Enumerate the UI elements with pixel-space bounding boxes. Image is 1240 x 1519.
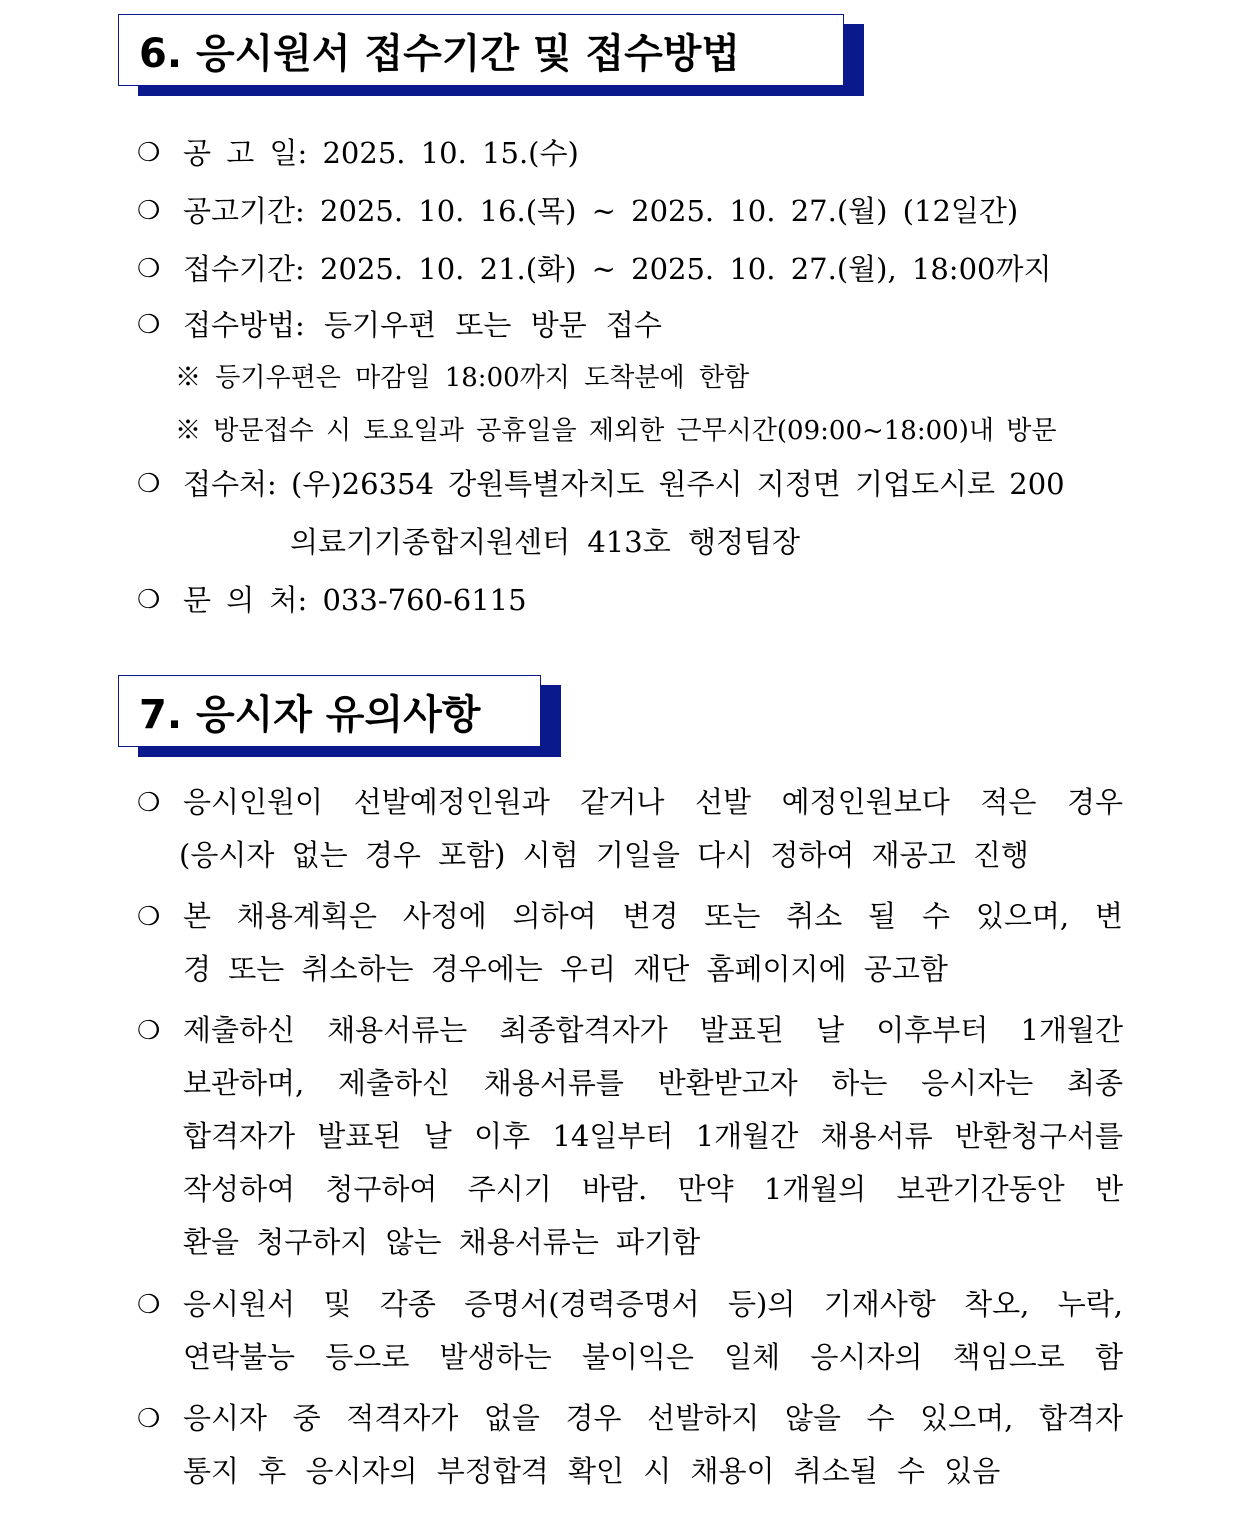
reception-method: 접수방법: 등기우편 또는 방문 접수 [183,308,662,342]
notice-line: 통지 후 응시자의 부정합격 확인 시 채용이 취소될 수 있음 [183,1454,1001,1488]
bullet-icon: ❍ [137,138,161,168]
bullet-icon: ❍ [137,788,161,818]
notice-line: 응시원서 및 각종 증명서(경력증명서 등)의 기재사항 착오, 누락, [183,1287,1123,1321]
bullet-icon: ❍ [137,1404,161,1434]
reception-period: 접수기간: 2025. 10. 21.(화) ~ 2025. 10. 27.(월), 18:00까지 [183,252,1052,286]
notice-line: 합격자가 발표된 날 이후 14일부터 1개월간 채용서류 반환청구서를 [183,1119,1123,1153]
notice-item [179,776,1123,882]
inquiry-phone: 문 의 처: 033-760-6115 [183,583,527,617]
notice-line: 응시자 중 적격자가 없을 경우 선발하지 않을 수 있으며, 합격자 [183,1401,1123,1435]
notice-line: 연락불능 등으로 발생하는 불이익은 일체 응시자의 책임으로 함 [183,1340,1123,1374]
notice-line: (응시자 없는 경우 포함) 시험 기일을 다시 정하여 재공고 진행 [179,838,1029,872]
section-7-header [118,675,541,747]
bullet-icon: ❍ [137,902,161,932]
reception-address-line1: 접수처: (우)26354 강원특별자치도 원주시 지정면 기업도시로 200 [183,467,1065,501]
notice-item [183,1392,1123,1498]
bullet-icon: ❍ [137,469,161,499]
notice-line: 환을 청구하지 않는 채용서류는 파기함 [183,1225,701,1259]
notice-line: 보관하며, 제출하신 채용서류를 반환받고자 하는 응시자는 최종 [183,1066,1123,1100]
announce-date: 공 고 일: 2025. 10. 15.(수) [183,136,579,170]
notice-item [183,1004,1123,1269]
notice-line: 응시인원이 선발예정인원과 같거나 선발 예정인원보다 적은 경우 [183,785,1123,819]
bullet-icon: ❍ [137,1016,161,1046]
section-7-title: 7. 응시자 유의사항 [118,675,541,747]
note-visit-reception: ※ 방문접수 시 토요일과 공휴일을 제외한 근무시간(09:00~18:00)내 방문 [175,416,1057,446]
notice-item [183,890,1123,996]
notice-line: 작성하여 청구하여 주시기 바람. 만약 1개월의 보관기간동안 반 [183,1172,1123,1206]
bullet-icon: ❍ [137,254,161,284]
announce-period: 공고기간: 2025. 10. 16.(목) ~ 2025. 10. 27.(월) (12일간) [183,194,1019,228]
note-registered-mail: ※ 등기우편은 마감일 18:00까지 도착분에 한함 [175,363,750,393]
bullet-icon: ❍ [137,585,161,615]
bullet-icon: ❍ [137,196,161,226]
section-6-title: 6. 응시원서 접수기간 및 접수방법 [118,14,844,86]
bullet-icon: ❍ [137,310,161,340]
reception-address-line2: 의료기기종합지원센터 413호 행정팀장 [290,525,800,559]
notice-line: 제출하신 채용서류는 최종합격자가 발표된 날 이후부터 1개월간 [183,1013,1123,1047]
section-6-header [118,14,844,86]
bullet-icon: ❍ [137,1290,161,1320]
notice-line: 경 또는 취소하는 경우에는 우리 재단 홈페이지에 공고함 [183,952,948,986]
notice-line: 본 채용계획은 사정에 의하여 변경 또는 취소 될 수 있으며, 변 [183,899,1123,933]
notice-item [183,1278,1123,1384]
